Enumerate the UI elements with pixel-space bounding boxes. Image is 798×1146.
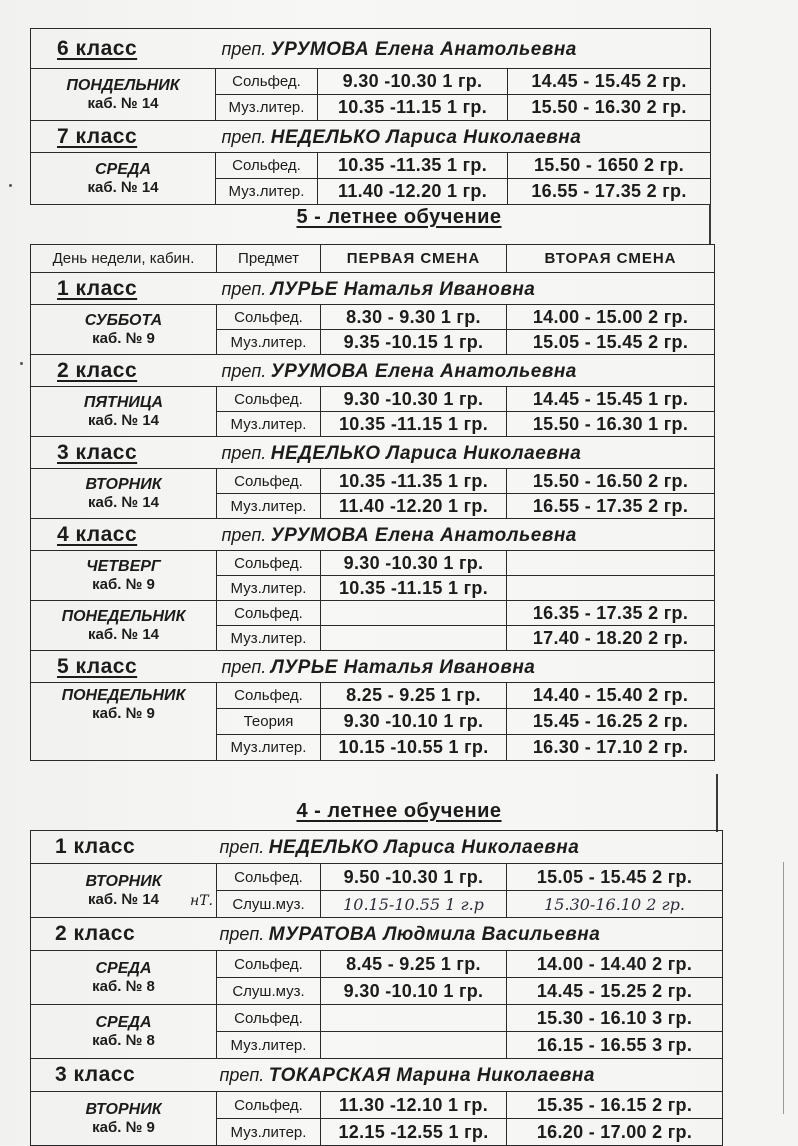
day-cell bbox=[31, 864, 217, 918]
scan-edge-line bbox=[783, 862, 784, 1114]
day-label: СРЕДА bbox=[94, 161, 151, 178]
second-shift-cell: 15.50 - 16.50 2 гр. bbox=[507, 469, 715, 494]
subject-cell: Сольфед. bbox=[217, 951, 321, 978]
teacher-prefix: преп. bbox=[221, 278, 267, 299]
teacher-name: УРУМОВА Елена Анатольевна bbox=[270, 38, 577, 60]
first-shift-cell: 10.35 -11.35 1 гр. bbox=[321, 469, 507, 494]
day-label: ВТОРНИК bbox=[85, 1101, 162, 1118]
day-label: ВТОРНИК bbox=[85, 873, 162, 890]
day-cell bbox=[31, 683, 217, 761]
teacher-name: ЛУРЬЕ Наталья Ивановна bbox=[270, 656, 536, 678]
day-cell bbox=[31, 601, 217, 651]
teacher-prefix: преп. bbox=[219, 924, 265, 944]
subject-cell: Муз.литер. bbox=[216, 95, 318, 121]
subject-cell: Сольфед. bbox=[217, 683, 321, 709]
class-header bbox=[31, 519, 715, 551]
second-shift-cell: 15.45 - 16.25 2 гр. bbox=[507, 709, 715, 735]
room-label: каб. № 9 bbox=[92, 705, 155, 722]
first-shift-cell: 10.35 -11.35 1 гр. bbox=[318, 153, 508, 179]
teacher-name: НЕДЕЛЬКО Лариса Николаевна bbox=[270, 126, 582, 148]
subject-cell: Муз.литер. bbox=[217, 576, 321, 601]
first-shift-cell bbox=[321, 601, 507, 626]
section-title-4-year: 4 - летнее обучение bbox=[296, 800, 502, 822]
day-cell bbox=[31, 469, 217, 519]
subject-cell: Слуш.муз. bbox=[217, 891, 321, 918]
subject-cell: Муз.литер. bbox=[217, 735, 321, 761]
second-shift-cell: 14.40 - 15.40 2 гр. bbox=[507, 683, 715, 709]
first-shift-cell: 9.30 -10.30 1 гр. bbox=[321, 551, 507, 576]
room-label: каб. № 14 bbox=[87, 891, 160, 908]
section-title-5-year: 5 - летнее обучение bbox=[296, 206, 502, 228]
first-shift-cell: 11.40 -12.20 1 гр. bbox=[321, 494, 507, 519]
column-header-day: День недели, кабин. bbox=[31, 245, 217, 273]
subject-cell: Сольфед. bbox=[217, 305, 321, 330]
second-shift-cell: 16.35 - 17.35 2 гр. bbox=[507, 601, 715, 626]
subject-cell: Сольфед. bbox=[217, 551, 321, 576]
second-shift-cell: 15.50 - 1650 2 гр. bbox=[508, 153, 711, 179]
second-shift-cell: 14.00 - 14.40 2 гр. bbox=[507, 951, 723, 978]
scan-speck bbox=[20, 362, 23, 365]
second-shift-cell bbox=[507, 576, 715, 601]
class-label: 1 класс bbox=[57, 276, 138, 300]
second-shift-cell: 15.05 - 15.45 2 гр. bbox=[507, 864, 723, 891]
teacher-name: НЕДЕЛЬКО Лариса Николаевна bbox=[270, 442, 582, 464]
schedule-table-top bbox=[30, 28, 711, 205]
class-label: 6 класс bbox=[57, 36, 138, 60]
first-shift-cell: 8.25 - 9.25 1 гр. bbox=[321, 683, 507, 709]
teacher-name: МУРАТОВА Людмила Васильевна bbox=[268, 924, 601, 945]
class-header bbox=[31, 29, 711, 69]
second-shift-cell: 15.30 - 16.10 3 гр. bbox=[507, 1005, 723, 1032]
teacher-prefix: преп. bbox=[221, 656, 267, 677]
room-label: каб. № 8 bbox=[92, 978, 155, 995]
first-shift-cell: 10.15 -10.55 1 гр. bbox=[321, 735, 507, 761]
second-shift-cell bbox=[507, 551, 715, 576]
class-label: 1 класс bbox=[55, 835, 136, 858]
first-shift-cell: 9.30 -10.10 1 гр. bbox=[321, 978, 507, 1005]
teacher-name: УРУМОВА Елена Анатольевна bbox=[270, 524, 577, 546]
subject-cell: Сольфед. bbox=[217, 1005, 321, 1032]
handwritten-first-shift-cell: 10.15-10.55 1 г.р bbox=[321, 891, 507, 918]
first-shift-cell: 11.30 -12.10 1 гр. bbox=[321, 1092, 507, 1119]
subject-cell: Муз.литер. bbox=[217, 412, 321, 437]
first-shift-cell: 9.35 -10.15 1 гр. bbox=[321, 330, 507, 355]
subject-cell: Муз.литер. bbox=[217, 626, 321, 651]
class-label: 5 класс bbox=[57, 654, 138, 678]
subject-cell: Слуш.муз. bbox=[217, 978, 321, 1005]
room-label: каб. № 9 bbox=[92, 330, 155, 347]
day-label: ЧЕТВЕРГ bbox=[86, 558, 161, 575]
day-cell bbox=[31, 1005, 217, 1059]
class-label: 2 класс bbox=[55, 922, 136, 945]
teacher-prefix: преп. bbox=[219, 1065, 265, 1085]
room-label: каб. № 14 bbox=[87, 179, 159, 196]
teacher-name: УРУМОВА Елена Анатольевна bbox=[270, 360, 577, 382]
first-shift-cell: 8.45 - 9.25 1 гр. bbox=[321, 951, 507, 978]
teacher-prefix: преп. bbox=[221, 38, 267, 59]
first-shift-cell: 9.50 -10.30 1 гр. bbox=[321, 864, 507, 891]
teacher-prefix: преп. bbox=[221, 524, 267, 545]
first-shift-cell: 9.30 -10.30 1 гр. bbox=[318, 69, 508, 95]
column-header-second-shift: ВТОРАЯ СМЕНА bbox=[507, 245, 715, 273]
first-shift-cell: 9.30 -10.30 1 гр. bbox=[321, 387, 507, 412]
day-cell bbox=[31, 69, 216, 121]
room-label: каб. № 9 bbox=[92, 576, 155, 593]
day-cell bbox=[31, 387, 217, 437]
day-cell bbox=[31, 153, 216, 205]
scan-speck bbox=[9, 184, 12, 187]
room-label: каб. № 14 bbox=[87, 412, 160, 429]
second-shift-cell: 15.35 - 16.15 2 гр. bbox=[507, 1092, 723, 1119]
second-shift-cell: 16.15 - 16.55 3 гр. bbox=[507, 1032, 723, 1059]
class-header bbox=[31, 355, 715, 387]
subject-cell: Муз.литер. bbox=[217, 330, 321, 355]
day-cell bbox=[31, 305, 217, 355]
room-label: каб. № 14 bbox=[87, 494, 160, 511]
first-shift-cell: 10.35 -11.15 1 гр. bbox=[321, 412, 507, 437]
day-label: ПОНЕДЕЛЬНИК bbox=[61, 687, 186, 704]
class-header bbox=[31, 918, 723, 951]
room-label: каб. № 9 bbox=[92, 1119, 155, 1136]
first-shift-cell: 10.35 -11.15 1 гр. bbox=[321, 576, 507, 601]
second-shift-cell: 14.45 - 15.45 1 гр. bbox=[507, 387, 715, 412]
teacher-prefix: преп. bbox=[221, 126, 267, 147]
teacher-name: ЛУРЬЕ Наталья Ивановна bbox=[270, 278, 536, 300]
teacher-name: ТОКАРСКАЯ Марина Николаевна bbox=[268, 1065, 595, 1086]
day-label: СУББОТА bbox=[84, 312, 163, 329]
subject-cell: Сольфед. bbox=[217, 1092, 321, 1119]
handwritten-second-shift-cell: 15.30-16.10 2 гр. bbox=[507, 891, 723, 918]
class-label: 7 класс bbox=[57, 124, 138, 148]
column-header-subject: Предмет bbox=[217, 245, 321, 273]
second-shift-cell: 16.30 - 17.10 2 гр. bbox=[507, 735, 715, 761]
teacher-prefix: преп. bbox=[221, 442, 267, 463]
class-header bbox=[31, 273, 715, 305]
first-shift-cell: 12.15 -12.55 1 гр. bbox=[321, 1119, 507, 1146]
first-shift-cell: 10.35 -11.15 1 гр. bbox=[318, 95, 508, 121]
subject-cell: Сольфед. bbox=[217, 601, 321, 626]
teacher-prefix: преп. bbox=[219, 837, 265, 857]
schedule-table-4-year bbox=[30, 830, 723, 1146]
day-label: ВТОРНИК bbox=[85, 476, 162, 493]
class-header bbox=[31, 121, 711, 153]
class-label: 4 класс bbox=[57, 522, 138, 546]
day-label: СРЕДА bbox=[95, 960, 152, 977]
second-shift-cell: 17.40 - 18.20 2 гр. bbox=[507, 626, 715, 651]
subject-cell: Сольфед. bbox=[217, 864, 321, 891]
second-shift-cell: 14.45 - 15.45 2 гр. bbox=[508, 69, 711, 95]
day-label: ПОНЕДЕЛЬНИК bbox=[61, 608, 186, 625]
room-label: каб. № 8 bbox=[92, 1032, 155, 1049]
teacher-name: НЕДЕЛЬКО Лариса Николаевна bbox=[268, 837, 580, 858]
class-label: 3 класс bbox=[55, 1063, 136, 1086]
subject-cell: Сольфед. bbox=[216, 153, 318, 179]
room-label: каб. № 14 bbox=[87, 95, 159, 112]
second-shift-cell: 16.55 - 17.35 2 гр. bbox=[507, 494, 715, 519]
first-shift-cell: 11.40 -12.20 1 гр. bbox=[318, 179, 508, 205]
column-header-first-shift: ПЕРВАЯ СМЕНА bbox=[321, 245, 507, 273]
subject-cell: Сольфед. bbox=[217, 387, 321, 412]
class-header bbox=[31, 1059, 723, 1092]
second-shift-cell: 15.50 - 16.30 2 гр. bbox=[508, 95, 711, 121]
first-shift-cell bbox=[321, 1032, 507, 1059]
subject-cell: Муз.литер. bbox=[217, 1032, 321, 1059]
subject-cell: Теория bbox=[217, 709, 321, 735]
second-shift-cell: 14.00 - 15.00 2 гр. bbox=[507, 305, 715, 330]
subject-cell: Муз.литер. bbox=[217, 494, 321, 519]
day-cell bbox=[31, 551, 217, 601]
day-label: ПОНДЕЛЬНИК bbox=[66, 77, 180, 94]
class-header bbox=[31, 437, 715, 469]
handwritten-margin-note: нТ. bbox=[190, 893, 214, 909]
subject-cell: Муз.литер. bbox=[217, 1119, 321, 1146]
first-shift-cell: 8.30 - 9.30 1 гр. bbox=[321, 305, 507, 330]
subject-cell: Сольфед. bbox=[216, 69, 318, 95]
room-label: каб. № 14 bbox=[87, 626, 160, 643]
day-cell bbox=[31, 1092, 217, 1146]
first-shift-cell: 9.30 -10.10 1 гр. bbox=[321, 709, 507, 735]
second-shift-cell: 16.55 - 17.35 2 гр. bbox=[508, 179, 711, 205]
second-shift-cell: 15.50 - 16.30 1 гр. bbox=[507, 412, 715, 437]
second-shift-cell: 16.20 - 17.00 2 гр. bbox=[507, 1119, 723, 1146]
class-label: 3 класс bbox=[57, 440, 138, 464]
schedule-table-5-year bbox=[30, 244, 715, 761]
teacher-prefix: преп. bbox=[221, 360, 267, 381]
day-label: ПЯТНИЦА bbox=[83, 394, 164, 411]
second-shift-cell: 14.45 - 15.25 2 гр. bbox=[507, 978, 723, 1005]
day-label: СРЕДА bbox=[95, 1014, 152, 1031]
first-shift-cell bbox=[321, 626, 507, 651]
class-header bbox=[31, 651, 715, 683]
subject-cell: Сольфед. bbox=[217, 469, 321, 494]
second-shift-cell: 15.05 - 15.45 2 гр. bbox=[507, 330, 715, 355]
class-label: 2 класс bbox=[57, 358, 138, 382]
subject-cell: Муз.литер. bbox=[216, 179, 318, 205]
day-cell bbox=[31, 951, 217, 1005]
first-shift-cell bbox=[321, 1005, 507, 1032]
class-header bbox=[31, 831, 723, 864]
